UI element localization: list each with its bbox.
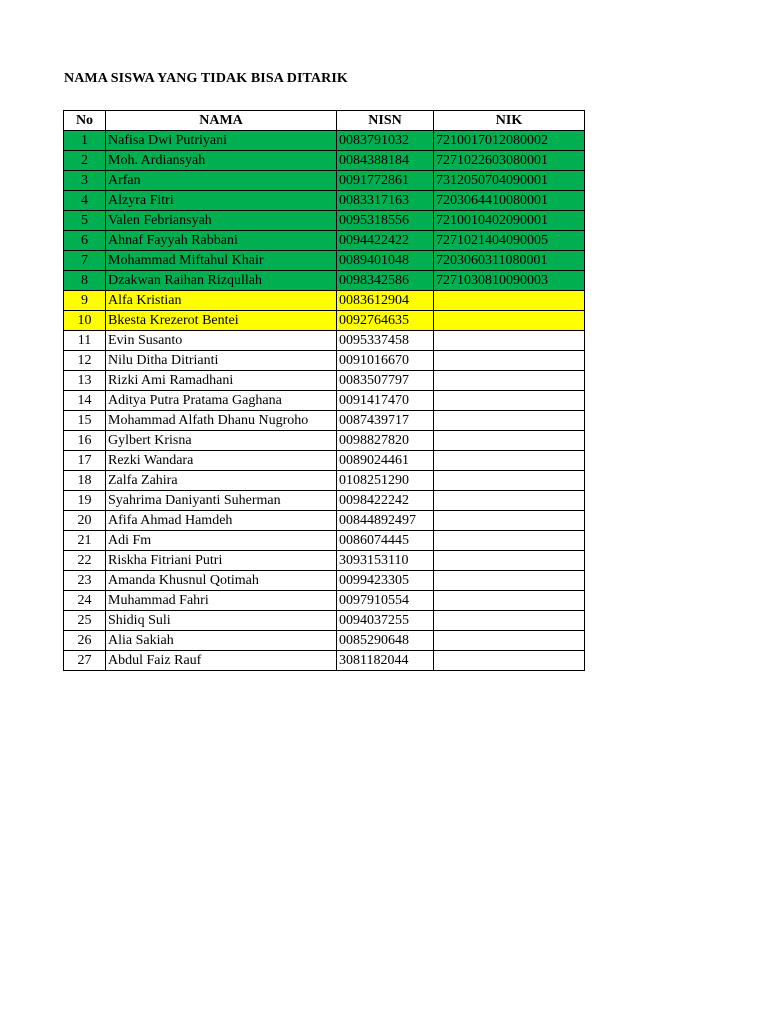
cell-nama: Mohammad Alfath Dhanu Nugroho	[106, 411, 337, 431]
table-header-row	[64, 111, 585, 131]
cell-no: 1	[64, 131, 106, 151]
header-no: No	[64, 111, 106, 131]
cell-nisn: 0094422422	[337, 231, 434, 251]
cell-no: 3	[64, 171, 106, 191]
cell-no: 8	[64, 271, 106, 291]
table-row	[64, 571, 585, 591]
cell-nik	[434, 591, 585, 611]
cell-nisn: 0098422242	[337, 491, 434, 511]
cell-nama: Nilu Ditha Ditrianti	[106, 351, 337, 371]
cell-nisn: 0108251290	[337, 471, 434, 491]
cell-no: 19	[64, 491, 106, 511]
table-row	[64, 311, 585, 331]
cell-nama: Afifa Ahmad Hamdeh	[106, 511, 337, 531]
cell-nik: 7271030810090003	[434, 271, 585, 291]
cell-nik	[434, 611, 585, 631]
cell-nik	[434, 431, 585, 451]
cell-nama: Rezki Wandara	[106, 451, 337, 471]
table-row	[64, 511, 585, 531]
cell-nisn: 0098827820	[337, 431, 434, 451]
cell-no: 4	[64, 191, 106, 211]
cell-nik	[434, 651, 585, 671]
cell-nik	[434, 351, 585, 371]
cell-nama: Aditya Putra Pratama Gaghana	[106, 391, 337, 411]
cell-nik	[434, 511, 585, 531]
cell-nik: 7203060311080001	[434, 251, 585, 271]
cell-nisn: 00844892497	[337, 511, 434, 531]
cell-no: 9	[64, 291, 106, 311]
header-nisn: NISN	[337, 111, 434, 131]
cell-nisn: 0095318556	[337, 211, 434, 231]
cell-no: 18	[64, 471, 106, 491]
cell-nik	[434, 451, 585, 471]
table-body	[64, 131, 585, 671]
cell-no: 5	[64, 211, 106, 231]
cell-nik	[434, 571, 585, 591]
table-row	[64, 611, 585, 631]
cell-no: 7	[64, 251, 106, 271]
cell-nama: Valen Febriansyah	[106, 211, 337, 231]
cell-nisn: 0092764635	[337, 311, 434, 331]
cell-nisn: 0099423305	[337, 571, 434, 591]
cell-nama: Moh. Ardiansyah	[106, 151, 337, 171]
cell-nisn: 0084388184	[337, 151, 434, 171]
cell-no: 12	[64, 351, 106, 371]
cell-nik: 7271022603080001	[434, 151, 585, 171]
cell-nik: 7210017012080002	[434, 131, 585, 151]
cell-nik	[434, 331, 585, 351]
table-row	[64, 171, 585, 191]
cell-no: 24	[64, 591, 106, 611]
cell-nik: 7210010402090001	[434, 211, 585, 231]
table-row	[64, 531, 585, 551]
cell-no: 23	[64, 571, 106, 591]
cell-nama: Gylbert Krisna	[106, 431, 337, 451]
header-nama: NAMA	[106, 111, 337, 131]
cell-nisn: 3081182044	[337, 651, 434, 671]
table-row	[64, 551, 585, 571]
cell-nama: Zalfa Zahira	[106, 471, 337, 491]
cell-no: 25	[64, 611, 106, 631]
cell-no: 27	[64, 651, 106, 671]
cell-nisn: 0091417470	[337, 391, 434, 411]
cell-nik	[434, 311, 585, 331]
cell-nama: Syahrima Daniyanti Suherman	[106, 491, 337, 511]
table-row	[64, 371, 585, 391]
cell-nama: Bkesta Krezerot Bentei	[106, 311, 337, 331]
table-row	[64, 291, 585, 311]
table-row	[64, 451, 585, 471]
table-row	[64, 271, 585, 291]
cell-nisn: 0087439717	[337, 411, 434, 431]
cell-nik: 7271021404090005	[434, 231, 585, 251]
cell-nama: Amanda Khusnul Qotimah	[106, 571, 337, 591]
cell-nama: Shidiq Suli	[106, 611, 337, 631]
cell-nama: Abdul Faiz Rauf	[106, 651, 337, 671]
cell-no: 16	[64, 431, 106, 451]
cell-nisn: 0098342586	[337, 271, 434, 291]
cell-nisn: 3093153110	[337, 551, 434, 571]
table-row	[64, 151, 585, 171]
table-row	[64, 491, 585, 511]
cell-nisn: 0091772861	[337, 171, 434, 191]
cell-nama: Evin Susanto	[106, 331, 337, 351]
cell-nisn: 0095337458	[337, 331, 434, 351]
cell-no: 21	[64, 531, 106, 551]
table-row	[64, 331, 585, 351]
cell-nama: Mohammad Miftahul Khair	[106, 251, 337, 271]
cell-nama: Arfan	[106, 171, 337, 191]
cell-no: 20	[64, 511, 106, 531]
cell-nisn: 0089401048	[337, 251, 434, 271]
cell-nama: Riskha Fitriani Putri	[106, 551, 337, 571]
cell-nik	[434, 551, 585, 571]
cell-nisn: 0091016670	[337, 351, 434, 371]
cell-nisn: 0086074445	[337, 531, 434, 551]
cell-nik	[434, 391, 585, 411]
cell-nik	[434, 631, 585, 651]
cell-nisn: 0083507797	[337, 371, 434, 391]
table-row	[64, 631, 585, 651]
cell-nik	[434, 411, 585, 431]
student-table	[63, 110, 585, 671]
cell-no: 22	[64, 551, 106, 571]
table-row	[64, 391, 585, 411]
cell-nisn: 0089024461	[337, 451, 434, 471]
cell-nama: Muhammad Fahri	[106, 591, 337, 611]
table-row	[64, 411, 585, 431]
cell-nisn: 0083791032	[337, 131, 434, 151]
cell-no: 14	[64, 391, 106, 411]
cell-nama: Ahnaf Fayyah Rabbani	[106, 231, 337, 251]
cell-nama: Dzakwan Raihan Rizqullah	[106, 271, 337, 291]
cell-nik: 7312050704090001	[434, 171, 585, 191]
cell-nama: Alfa Kristian	[106, 291, 337, 311]
cell-nisn: 0094037255	[337, 611, 434, 631]
table-row	[64, 591, 585, 611]
cell-nama: Nafisa Dwi Putriyani	[106, 131, 337, 151]
cell-no: 6	[64, 231, 106, 251]
cell-nama: Alia Sakiah	[106, 631, 337, 651]
table-row	[64, 471, 585, 491]
table-row	[64, 431, 585, 451]
cell-nama: Rizki Ami Ramadhani	[106, 371, 337, 391]
cell-no: 15	[64, 411, 106, 431]
table-row	[64, 231, 585, 251]
cell-no: 26	[64, 631, 106, 651]
cell-nik	[434, 491, 585, 511]
cell-nik	[434, 471, 585, 491]
table-row	[64, 651, 585, 671]
cell-nik: 7203064410080001	[434, 191, 585, 211]
cell-no: 13	[64, 371, 106, 391]
page-title: NAMA SISWA YANG TIDAK BISA DITARIK	[64, 71, 348, 86]
cell-nik	[434, 531, 585, 551]
table-row	[64, 211, 585, 231]
cell-no: 17	[64, 451, 106, 471]
table-row	[64, 351, 585, 371]
cell-no: 2	[64, 151, 106, 171]
table-row	[64, 251, 585, 271]
cell-nik	[434, 371, 585, 391]
cell-nama: Adi Fm	[106, 531, 337, 551]
cell-nisn: 0085290648	[337, 631, 434, 651]
cell-no: 11	[64, 331, 106, 351]
table-row	[64, 131, 585, 151]
cell-nisn: 0083612904	[337, 291, 434, 311]
cell-nama: Alzyra Fitri	[106, 191, 337, 211]
cell-no: 10	[64, 311, 106, 331]
table-row	[64, 191, 585, 211]
cell-nisn: 0097910554	[337, 591, 434, 611]
cell-nisn: 0083317163	[337, 191, 434, 211]
header-nik: NIK	[434, 111, 585, 131]
cell-nik	[434, 291, 585, 311]
